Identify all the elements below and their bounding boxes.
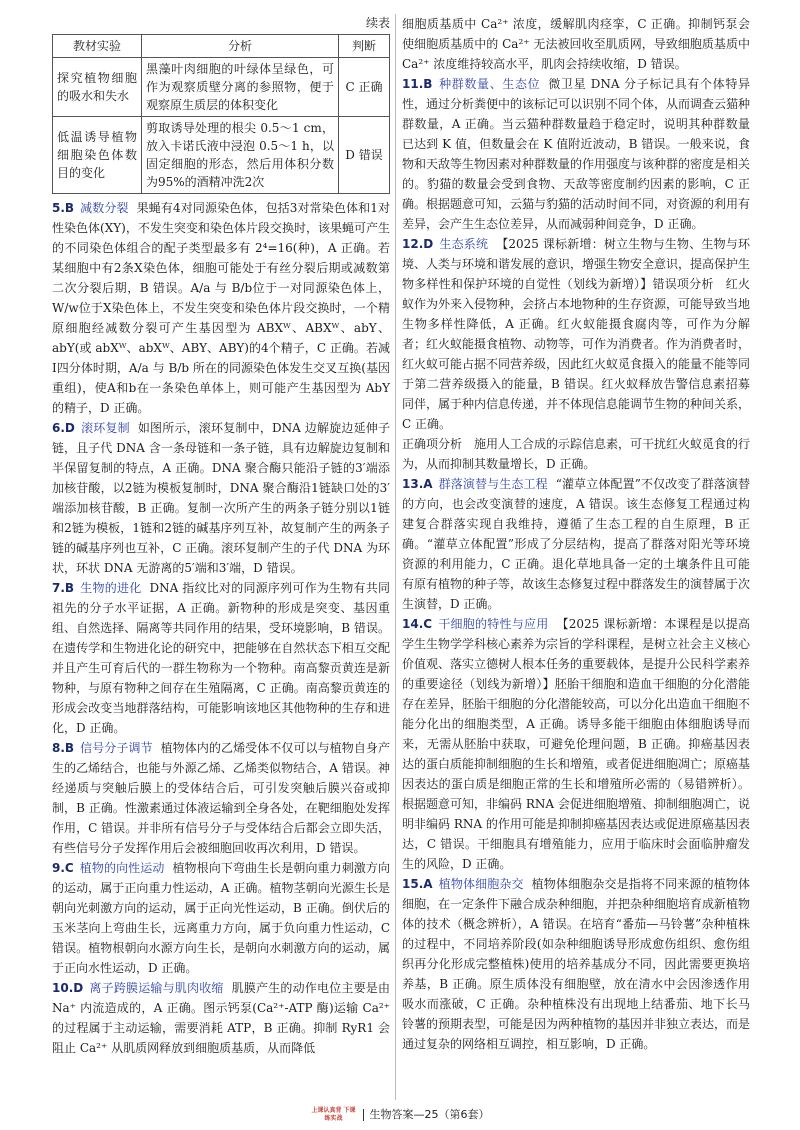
answer-explanation: 肌膜产生的动作电位主要是由 Na⁺ 内流造成的，A 正确。图示钙泵(Ca²⁺-ATP 酶)运输 Ca²⁺ 的过程属于主动运输，需要消耗 ATP，B 正确。抑制 RyR1 会阻止 Ca²⁺ 从肌质网释放到细胞质基质，从而降低 (52, 981, 390, 1055)
judgement-cell: C 正确 (339, 58, 390, 117)
table-header-row (53, 35, 390, 58)
table-header-cell: 判断 (339, 35, 390, 58)
answer-topic: 信号分子调节 (80, 741, 153, 755)
answer-explanation: 细胞质基质中 Ca²⁺ 浓度，缓解肌肉痉挛，C 正确。抑制钙泵会使细胞质基质中的 Ca²⁺ 无法被回收至肌质网，导致细胞质基质中 Ca²⁺ 浓度维持较高水平，肌肉会持续收缩，D 错误。 (402, 17, 750, 71)
page-footer (0, 1105, 800, 1125)
answer-number: 11.B (402, 77, 433, 91)
continued-label: 续表 (365, 16, 390, 30)
table-row (53, 58, 390, 117)
answer-explanation: 植物体内的乙烯受体不仅可以与植物自身产生的乙烯结合，也能与外源乙烯、乙烯类似物结合，A 错误。神经递质与突触后膜上的受体结合后，可引发突触后膜兴奋或抑制，B 正确。性激素通过体液运输到全身各处，在靶细胞处发挥作用，C 错误。并非所有信号分子与受体结合后都会立即失活，有些信号分子发挥作用后会被细胞回收再次利用，D 错误。 (52, 741, 390, 855)
answer-item (402, 474, 750, 614)
right-answer-list (402, 14, 750, 1054)
answer-number: 10.D (52, 981, 84, 995)
answer-explanation: “灌草立体配置”不仅改变了群落演替的方向，也会改变演替的速度，A 错误。该生态修复工程通过构建复合群落实现自我维持，遵循了生态工程的自生原理，B 正确。“灌草立体配置”形成了分层结构，提高了群落对阳光等环境资源的利用能力，C 正确。退化草地具备一定的土壤条件且可能有原有植物的种子等，故该生态修复过程中群落发生的演替属于次生演替，D 正确。 (402, 477, 751, 611)
answer-topic: 植物的向性运动 (79, 861, 165, 875)
answer-item (52, 198, 390, 418)
answer-number: 14.C (402, 617, 433, 631)
column-divider (395, 14, 396, 1100)
answer-number: 15.A (402, 877, 433, 891)
answer-topic: 滚环复制 (80, 421, 130, 435)
answer-item (402, 874, 750, 1054)
answer-number: 9.C (52, 861, 74, 875)
answer-explanation: 如图所示，滚环复制中，DNA 边解旋边延伸子链，且子代 DNA 含一条母链和一条子链，具有边解旋边复制和半保留复制的特点，A 正确。DNA 聚合酶只能沿子链的3′端添加核苷酸，以2链为模板复制时，DNA 聚合酶沿1链缺口处的3′端添加核苷酸，B 正确。复制一次所产生的两条子链分别以1链和2链为模板，1链和2链的碱基序列互补，故复制产生的两条子链的碱基序列也互补，C 正确。滚环复制产生的子代 DNA 为环状，环状 DNA 无游离的5′端和3′端，D 错误。 (52, 421, 390, 575)
answer-item (402, 14, 750, 74)
analysis-cell: 黑藻叶肉细胞的叶绿体呈绿色，可作为观察质壁分离的参照物，便于观察原生质层的体积变化 (142, 58, 339, 117)
answer-number: 5.B (52, 201, 75, 215)
judgement-cell: D 错误 (339, 117, 390, 194)
answer-item (52, 978, 390, 1058)
table-header-cell: 教材实验 (53, 35, 142, 58)
answer-item (402, 614, 750, 874)
answer-item (402, 434, 750, 474)
analysis-cell: 剪取诱导处理的根尖 0.5～1 cm，放入卡诺氏液中浸泡 0.5～1 h，以固定细胞的形态，然后用体积分数为95%的酒精冲洗2次 (142, 117, 339, 194)
answer-item (52, 738, 390, 858)
analysis-table (52, 34, 390, 194)
answer-topic: 离子跨膜运输与肌肉收缩 (89, 981, 224, 995)
answer-number: 13.A (402, 477, 433, 491)
experiment-cell: 探究植物细胞的吸水和失水 (53, 58, 142, 117)
answer-topic: 生态系统 (439, 237, 489, 251)
answer-item (402, 234, 750, 434)
answer-item (52, 858, 390, 978)
answer-topic: 植物体细胞杂交 (438, 877, 524, 891)
answer-topic: 种群数量、生态位 (438, 77, 541, 91)
answer-explanation: 植物根向下弯曲生长是朝向重力刺激方向的运动，属于正向重力性运动，A 正确。植物茎朝向光源生长是朝向光刺激方向的运动，属于正向光性运动，B 正确。倒伏后的玉米茎向上弯曲生长，远离重力方向，属于负向重力性运动，C 错误。植物根朝向水源方向生长，是朝向水刺激方向的运动，属于正向水性运动，D 正确。 (52, 861, 390, 975)
answer-explanation: 【2025 课标新增：本课程是以提高学生生物学学科核心素养为宗旨的学科课程，是树立社会主义核心价值观、落实立德树人根本任务的重要载体，是提升公民科学素养的重要途径（划线为新增）】胚胎干细胞和造血干细胞的分化潜能存在差异，胚胎干细胞的分化潜能较高，可以分化出造血干细胞不能分化出的细胞类型，A 正确。诱导多能干细胞由体细胞诱导而来，无需从胚胎中获取，可避免伦理问题，B 正确。抑癌基因表达的蛋白质能抑制细胞的生长和增殖，或者促进细胞凋亡；原癌基因表达的蛋白质是细胞正常的生长和增殖所必需的（易错辨析）。根据题意可知，非编码 RNA 会促进细胞增殖、抑制细胞凋亡，说明非编码 RNA 的作用可能是抑制抑癌基因表达或促进原癌基因表达，C 错误。干细胞具有增殖能力，应用于临床时会面临肿瘤发生的风险，D 正确。 (402, 617, 751, 871)
left-column (52, 14, 390, 1058)
answer-item (52, 418, 390, 578)
right-column (402, 14, 750, 1054)
page-number-label: 生物答案—25（第6套） (369, 1108, 490, 1121)
answer-topic: 干细胞的特性与应用 (438, 617, 549, 631)
answer-number: 7.B (52, 581, 75, 595)
answer-explanation: 【2025 课标新增：树立生物与生物、生物与环境、人类与环境和谐发展的意识，增强生物安全意识，提高保护生物多样性和保护环境的自觉性（划线为新增）】错误项分析 红火蚁作为外来入侵物种，会挤占本地物种的生存资源，可能导致当地生物多样性降低，A 正确。红火蚁能摄食腐肉等，可作为分解者；红火蚁能摄食植物、动物等，可作为消费者。作为消费者时，红火蚁可能占据不同营养级，因此红火蚁觅食摄入的能量不能等同于第二营养级摄入的能量，B 错误。红火蚁释放告警信息素招募同伴，属于种内信息传递，并不体现信息能调节生物的种间关系，C 正确。 (402, 237, 751, 431)
footer-separator (363, 1109, 364, 1121)
answer-explanation: 植物体细胞杂交是指将不同来源的植物体细胞，在一定条件下融合成杂种细胞，并把杂种细胞培育成新植物体的技术（概念辨析），A 错误。在培育“番茄—马铃薯”杂种植株的过程中，不同培养阶段(如杂种细胞诱导形成愈伤组织、愈伤组织再分化形成完整植株)使用的培养基成分不同，因此需要更换培养基，B 正确。原生质体没有细胞壁，放在清水中会因渗透作用吸水而涨破，C 正确。杂种植株没有出现地上结番茄、地下长马铃薯的预期表型，可能是因为两种植物的基因并非独立表达，而是通过复杂的网络相互调控，相互影响，D 正确。 (402, 877, 751, 1051)
experiment-cell: 低温诱导植物细胞染色体数目的变化 (53, 117, 142, 194)
answer-item (52, 578, 390, 738)
answer-number: 8.B (52, 741, 75, 755)
answer-item (402, 74, 750, 234)
answer-explanation: 微卫星 DNA 分子标记具有个体特异性，通过分析粪便中的该标记可以识别不同个体，从而调查云猫种群数量，A 正确。当云猫种群数量趋于稳定时，说明其种群数量已达到 K 值，但数量会在 K 值附近波动，B 错误。一般来说，食物和天敌等生物因素对种群数量的作用强度与该种群的密度是相关的。豹猫的数量会受到食物、天敌等密度制约因素的影响，C 正确。根据题意可知，云猫与豹猫的活动时间不同，对资源的利用有差异，会产生生态位差异，从而减弱种间竞争，D 正确。 (402, 77, 751, 231)
table-row (53, 117, 390, 194)
answer-explanation: DNA 指纹比对的同源序列可作为生物有共同祖先的分子水平证据，A 正确。新物种的形成是突变、基因重组、自然选择、隔离等共同作用的结果，受环境影响，B 错误。在遗传学和生物进化论的研究中，把能够在自然状态下相互交配并且产生可育后代的一群生物称为一个物种。南高黎贡黄连是新物种，与原有物种之间存在生殖隔离，C 正确。南高黎贡黄连的形成会改变当地群落结构，可能影响该地区其他物种的生存和进化，D 正确。 (52, 581, 390, 735)
answer-number: 12.D (402, 237, 434, 251)
answer-topic: 生物的进化 (80, 581, 142, 595)
answer-explanation: 正确项分析 施用人工合成的示踪信息素，可干扰红火蚁觅食的行为，从而抑制其数量增长，D 正确。 (402, 437, 751, 471)
left-answer-list (52, 198, 390, 1058)
answer-explanation: 果蝇有4对同源染色体，包括3对常染色体和1对性染色体(XY)，不发生突变和染色体片段交换时，该果蝇可产生的不同染色体组合的配子类型最多有 2⁴=16(种)，A 正确。若某细胞中有2条X染色体，细胞可能处于有丝分裂后期或减数第二次分裂后期，B 错误。A/a 与 B/b位于一对同源染色体上，W/w位于X染色体上，不发生突变和染色体片段交换时，一个精原细胞经减数分裂可产生基因型为 ABXᵂ、ABXᵂ、abY、abY(或 abXᵂ、abXᵂ、ABY、ABY)的4个精子，C 正确。若减Ⅰ四分体时期，A/a 与 B/b 所在的同源染色体发生交叉互换(基因重组)，使A和b在一条染色单体上，则可能产生基因型为 AbY 的精子，D 正确。 (52, 201, 390, 415)
answer-topic: 减数分裂 (80, 201, 129, 215)
table-header-cell: 分析 (142, 35, 339, 58)
answer-number: 6.D (52, 421, 75, 435)
answer-topic: 群落演替与生态工程 (438, 477, 548, 491)
brand-logo: 上课认真背 下课练实战 (311, 1107, 356, 1122)
